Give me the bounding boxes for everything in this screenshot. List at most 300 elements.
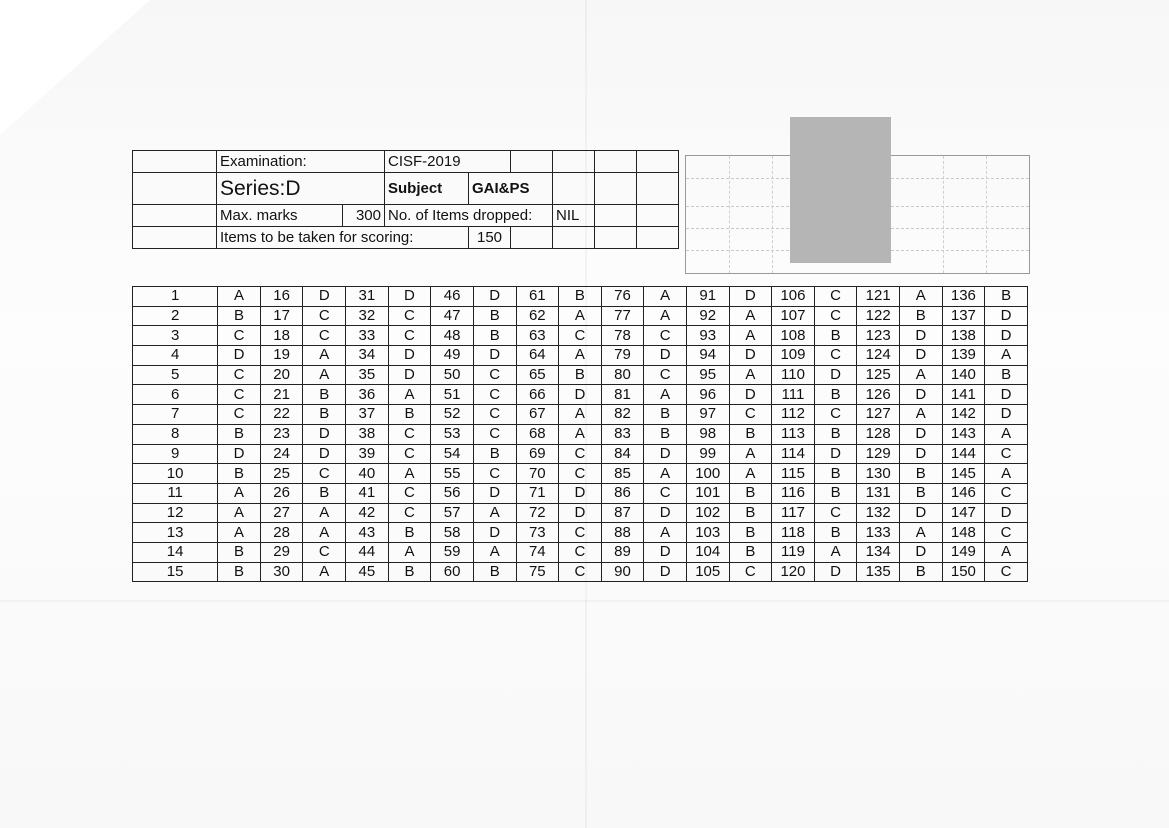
question-number: 6 bbox=[133, 385, 218, 405]
answer-row bbox=[133, 444, 1028, 464]
question-number: 81 bbox=[601, 385, 644, 405]
question-number: 59 bbox=[431, 542, 474, 562]
answer-letter: A bbox=[644, 287, 687, 307]
answer-letter: D bbox=[473, 523, 516, 543]
question-number: 3 bbox=[133, 326, 218, 346]
question-number: 41 bbox=[346, 483, 389, 503]
question-number: 79 bbox=[601, 346, 644, 366]
answer-letter: A bbox=[644, 385, 687, 405]
question-number: 125 bbox=[857, 365, 900, 385]
items-scoring-value: 150 bbox=[469, 227, 511, 249]
question-number: 35 bbox=[346, 365, 389, 385]
question-number: 82 bbox=[601, 405, 644, 425]
answer-letter: D bbox=[985, 306, 1028, 326]
question-number: 115 bbox=[772, 464, 815, 484]
question-number: 63 bbox=[516, 326, 559, 346]
answer-letter: B bbox=[473, 444, 516, 464]
answer-letter: A bbox=[218, 483, 261, 503]
max-marks-value: 300 bbox=[343, 205, 385, 227]
answer-letter: C bbox=[644, 483, 687, 503]
answer-letter: C bbox=[814, 346, 857, 366]
question-number: 22 bbox=[260, 405, 303, 425]
answer-row bbox=[133, 346, 1028, 366]
question-number: 18 bbox=[260, 326, 303, 346]
answer-letter: B bbox=[473, 562, 516, 582]
answer-letter: D bbox=[303, 287, 346, 307]
question-number: 105 bbox=[686, 562, 729, 582]
answer-letter: B bbox=[388, 405, 431, 425]
answer-letter: A bbox=[303, 346, 346, 366]
question-number: 58 bbox=[431, 523, 474, 543]
answer-letter: D bbox=[729, 385, 772, 405]
answer-letter: B bbox=[303, 405, 346, 425]
question-number: 99 bbox=[686, 444, 729, 464]
question-number: 40 bbox=[346, 464, 389, 484]
answer-letter: D bbox=[814, 562, 857, 582]
question-number: 122 bbox=[857, 306, 900, 326]
question-number: 53 bbox=[431, 424, 474, 444]
answer-letter: A bbox=[644, 523, 687, 543]
question-number: 72 bbox=[516, 503, 559, 523]
question-number: 121 bbox=[857, 287, 900, 307]
answer-letter: D bbox=[729, 287, 772, 307]
question-number: 129 bbox=[857, 444, 900, 464]
question-number: 9 bbox=[133, 444, 218, 464]
answer-row bbox=[133, 424, 1028, 444]
question-number: 88 bbox=[601, 523, 644, 543]
answer-letter: D bbox=[473, 483, 516, 503]
question-number: 28 bbox=[260, 523, 303, 543]
question-number: 37 bbox=[346, 405, 389, 425]
answer-letter: A bbox=[218, 287, 261, 307]
answer-letter: C bbox=[559, 464, 602, 484]
question-number: 101 bbox=[686, 483, 729, 503]
question-number: 17 bbox=[260, 306, 303, 326]
answer-row bbox=[133, 326, 1028, 346]
question-number: 5 bbox=[133, 365, 218, 385]
answer-letter: B bbox=[218, 306, 261, 326]
question-number: 137 bbox=[942, 306, 985, 326]
answer-letter: A bbox=[644, 306, 687, 326]
question-number: 106 bbox=[772, 287, 815, 307]
answer-row bbox=[133, 287, 1028, 307]
question-number: 4 bbox=[133, 346, 218, 366]
question-number: 46 bbox=[431, 287, 474, 307]
answer-letter: D bbox=[729, 346, 772, 366]
answer-row bbox=[133, 483, 1028, 503]
question-number: 38 bbox=[346, 424, 389, 444]
answer-letter: B bbox=[729, 483, 772, 503]
question-number: 19 bbox=[260, 346, 303, 366]
header-blank bbox=[133, 151, 217, 173]
answer-letter: D bbox=[899, 346, 942, 366]
answer-letter: D bbox=[814, 365, 857, 385]
question-number: 74 bbox=[516, 542, 559, 562]
question-number: 27 bbox=[260, 503, 303, 523]
answer-letter: C bbox=[388, 306, 431, 326]
question-number: 33 bbox=[346, 326, 389, 346]
question-number: 57 bbox=[431, 503, 474, 523]
answer-letter: C bbox=[473, 385, 516, 405]
question-number: 119 bbox=[772, 542, 815, 562]
question-number: 117 bbox=[772, 503, 815, 523]
question-number: 50 bbox=[431, 365, 474, 385]
question-number: 13 bbox=[133, 523, 218, 543]
answer-letter: A bbox=[303, 523, 346, 543]
series-label: Series:D bbox=[217, 173, 385, 205]
question-number: 8 bbox=[133, 424, 218, 444]
answer-letter: B bbox=[814, 326, 857, 346]
answer-letter: D bbox=[303, 444, 346, 464]
question-number: 1 bbox=[133, 287, 218, 307]
answer-letter: A bbox=[559, 405, 602, 425]
answer-letter: D bbox=[899, 385, 942, 405]
answer-letter: D bbox=[644, 562, 687, 582]
answer-letter: A bbox=[729, 326, 772, 346]
answer-letter: B bbox=[814, 385, 857, 405]
answer-letter: B bbox=[303, 483, 346, 503]
answer-letter: D bbox=[899, 326, 942, 346]
question-number: 113 bbox=[772, 424, 815, 444]
question-number: 25 bbox=[260, 464, 303, 484]
answer-letter: C bbox=[218, 365, 261, 385]
question-number: 138 bbox=[942, 326, 985, 346]
answer-letter: B bbox=[814, 483, 857, 503]
question-number: 143 bbox=[942, 424, 985, 444]
question-number: 146 bbox=[942, 483, 985, 503]
items-scoring-label: Items to be taken for scoring: bbox=[217, 227, 469, 249]
answer-letter: A bbox=[303, 503, 346, 523]
answer-letter: B bbox=[644, 405, 687, 425]
answer-letter: C bbox=[814, 405, 857, 425]
question-number: 100 bbox=[686, 464, 729, 484]
subject-label: Subject bbox=[385, 173, 469, 205]
items-dropped-label: No. of Items dropped: bbox=[385, 205, 553, 227]
answer-letter: D bbox=[985, 385, 1028, 405]
redacted-area bbox=[790, 117, 891, 263]
question-number: 111 bbox=[772, 385, 815, 405]
question-number: 43 bbox=[346, 523, 389, 543]
answer-letter: A bbox=[218, 523, 261, 543]
question-number: 61 bbox=[516, 287, 559, 307]
question-number: 97 bbox=[686, 405, 729, 425]
question-number: 64 bbox=[516, 346, 559, 366]
question-number: 96 bbox=[686, 385, 729, 405]
answer-letter: C bbox=[388, 444, 431, 464]
answer-letter: A bbox=[303, 562, 346, 582]
answer-key-table bbox=[132, 286, 1028, 582]
question-number: 49 bbox=[431, 346, 474, 366]
answer-letter: D bbox=[899, 542, 942, 562]
question-number: 116 bbox=[772, 483, 815, 503]
answer-letter: B bbox=[303, 385, 346, 405]
question-number: 98 bbox=[686, 424, 729, 444]
answer-letter: C bbox=[388, 424, 431, 444]
question-number: 140 bbox=[942, 365, 985, 385]
answer-letter: D bbox=[559, 483, 602, 503]
question-number: 142 bbox=[942, 405, 985, 425]
question-number: 76 bbox=[601, 287, 644, 307]
folded-corner bbox=[0, 0, 150, 135]
answer-letter: C bbox=[985, 483, 1028, 503]
question-number: 80 bbox=[601, 365, 644, 385]
answer-letter: D bbox=[899, 444, 942, 464]
answer-letter: B bbox=[814, 424, 857, 444]
answer-letter: D bbox=[218, 444, 261, 464]
answer-letter: A bbox=[388, 385, 431, 405]
question-number: 86 bbox=[601, 483, 644, 503]
question-number: 92 bbox=[686, 306, 729, 326]
answer-letter: D bbox=[644, 542, 687, 562]
question-number: 135 bbox=[857, 562, 900, 582]
answer-letter: B bbox=[899, 464, 942, 484]
answer-letter: D bbox=[644, 444, 687, 464]
question-number: 16 bbox=[260, 287, 303, 307]
answer-letter: B bbox=[218, 464, 261, 484]
question-number: 56 bbox=[431, 483, 474, 503]
answer-letter: C bbox=[559, 523, 602, 543]
question-number: 130 bbox=[857, 464, 900, 484]
question-number: 149 bbox=[942, 542, 985, 562]
question-number: 10 bbox=[133, 464, 218, 484]
answer-letter: B bbox=[985, 287, 1028, 307]
answer-letter: B bbox=[388, 562, 431, 582]
question-number: 47 bbox=[431, 306, 474, 326]
answer-letter: C bbox=[814, 306, 857, 326]
answer-letter: B bbox=[218, 542, 261, 562]
question-number: 29 bbox=[260, 542, 303, 562]
question-number: 83 bbox=[601, 424, 644, 444]
question-number: 32 bbox=[346, 306, 389, 326]
question-number: 51 bbox=[431, 385, 474, 405]
question-number: 73 bbox=[516, 523, 559, 543]
answer-letter: B bbox=[729, 523, 772, 543]
question-number: 102 bbox=[686, 503, 729, 523]
answer-letter: C bbox=[303, 326, 346, 346]
question-number: 145 bbox=[942, 464, 985, 484]
question-number: 103 bbox=[686, 523, 729, 543]
question-number: 54 bbox=[431, 444, 474, 464]
question-number: 124 bbox=[857, 346, 900, 366]
answer-letter: A bbox=[985, 424, 1028, 444]
answer-letter: B bbox=[473, 306, 516, 326]
max-marks-label: Max. marks bbox=[217, 205, 343, 227]
answer-letter: D bbox=[644, 503, 687, 523]
answer-letter: D bbox=[985, 405, 1028, 425]
question-number: 107 bbox=[772, 306, 815, 326]
answer-letter: C bbox=[985, 523, 1028, 543]
answer-letter: D bbox=[473, 346, 516, 366]
question-number: 123 bbox=[857, 326, 900, 346]
answer-letter: C bbox=[303, 542, 346, 562]
answer-letter: C bbox=[388, 483, 431, 503]
question-number: 42 bbox=[346, 503, 389, 523]
question-number: 118 bbox=[772, 523, 815, 543]
question-number: 87 bbox=[601, 503, 644, 523]
question-number: 24 bbox=[260, 444, 303, 464]
answer-letter: A bbox=[644, 464, 687, 484]
answer-letter: A bbox=[388, 542, 431, 562]
answer-letter: C bbox=[559, 444, 602, 464]
answer-letter: A bbox=[729, 464, 772, 484]
answer-letter: A bbox=[559, 424, 602, 444]
question-number: 26 bbox=[260, 483, 303, 503]
question-number: 12 bbox=[133, 503, 218, 523]
question-number: 31 bbox=[346, 287, 389, 307]
answer-letter: C bbox=[473, 365, 516, 385]
question-number: 60 bbox=[431, 562, 474, 582]
question-number: 95 bbox=[686, 365, 729, 385]
question-number: 91 bbox=[686, 287, 729, 307]
answer-row bbox=[133, 365, 1028, 385]
answer-letter: D bbox=[388, 287, 431, 307]
answer-letter: A bbox=[473, 542, 516, 562]
question-number: 14 bbox=[133, 542, 218, 562]
answer-letter: D bbox=[388, 346, 431, 366]
question-number: 75 bbox=[516, 562, 559, 582]
question-number: 93 bbox=[686, 326, 729, 346]
answer-letter: C bbox=[729, 562, 772, 582]
question-number: 104 bbox=[686, 542, 729, 562]
question-number: 90 bbox=[601, 562, 644, 582]
answer-letter: C bbox=[388, 326, 431, 346]
answer-letter: B bbox=[559, 365, 602, 385]
answer-letter: D bbox=[985, 503, 1028, 523]
answer-letter: B bbox=[644, 424, 687, 444]
question-number: 133 bbox=[857, 523, 900, 543]
answer-row bbox=[133, 385, 1028, 405]
question-number: 23 bbox=[260, 424, 303, 444]
question-number: 126 bbox=[857, 385, 900, 405]
answer-letter: D bbox=[814, 444, 857, 464]
question-number: 36 bbox=[346, 385, 389, 405]
question-number: 7 bbox=[133, 405, 218, 425]
question-number: 48 bbox=[431, 326, 474, 346]
answer-letter: A bbox=[218, 503, 261, 523]
answer-letter: B bbox=[985, 365, 1028, 385]
question-number: 45 bbox=[346, 562, 389, 582]
answer-letter: B bbox=[218, 562, 261, 582]
answer-letter: C bbox=[985, 444, 1028, 464]
answer-letter: A bbox=[985, 346, 1028, 366]
examination-label: Examination: bbox=[217, 151, 385, 173]
answer-letter: A bbox=[899, 405, 942, 425]
answer-letter: C bbox=[814, 503, 857, 523]
answer-letter: C bbox=[473, 464, 516, 484]
question-number: 109 bbox=[772, 346, 815, 366]
question-number: 141 bbox=[942, 385, 985, 405]
question-number: 139 bbox=[942, 346, 985, 366]
answer-letter: B bbox=[729, 542, 772, 562]
answer-letter: D bbox=[644, 346, 687, 366]
answer-letter: A bbox=[985, 542, 1028, 562]
answer-letter: C bbox=[559, 326, 602, 346]
answer-letter: D bbox=[559, 385, 602, 405]
answer-row bbox=[133, 503, 1028, 523]
subject-value: GAI&PS bbox=[469, 173, 553, 205]
answer-letter: B bbox=[899, 306, 942, 326]
answer-letter: D bbox=[388, 365, 431, 385]
question-number: 34 bbox=[346, 346, 389, 366]
answer-letter: D bbox=[985, 326, 1028, 346]
question-number: 132 bbox=[857, 503, 900, 523]
question-number: 30 bbox=[260, 562, 303, 582]
answer-letter: B bbox=[473, 326, 516, 346]
question-number: 108 bbox=[772, 326, 815, 346]
answer-letter: B bbox=[814, 464, 857, 484]
answer-letter: D bbox=[899, 424, 942, 444]
answer-letter: C bbox=[644, 365, 687, 385]
answer-letter: A bbox=[899, 365, 942, 385]
question-number: 71 bbox=[516, 483, 559, 503]
answer-letter: C bbox=[473, 405, 516, 425]
answer-letter: C bbox=[729, 405, 772, 425]
question-number: 65 bbox=[516, 365, 559, 385]
question-number: 89 bbox=[601, 542, 644, 562]
question-number: 62 bbox=[516, 306, 559, 326]
answer-letter: A bbox=[814, 542, 857, 562]
answer-letter: B bbox=[218, 424, 261, 444]
question-number: 69 bbox=[516, 444, 559, 464]
answer-letter: B bbox=[899, 483, 942, 503]
question-number: 39 bbox=[346, 444, 389, 464]
question-number: 78 bbox=[601, 326, 644, 346]
answer-letter: A bbox=[388, 464, 431, 484]
question-number: 2 bbox=[133, 306, 218, 326]
answer-letter: C bbox=[303, 306, 346, 326]
exam-header-table bbox=[132, 150, 679, 249]
answer-letter: A bbox=[473, 503, 516, 523]
question-number: 150 bbox=[942, 562, 985, 582]
answer-letter: B bbox=[729, 503, 772, 523]
answer-letter: A bbox=[559, 346, 602, 366]
answer-letter: B bbox=[814, 523, 857, 543]
answer-letter: C bbox=[303, 464, 346, 484]
answer-letter: B bbox=[899, 562, 942, 582]
answer-row bbox=[133, 523, 1028, 543]
answer-letter: A bbox=[303, 365, 346, 385]
question-number: 127 bbox=[857, 405, 900, 425]
answer-letter: C bbox=[218, 385, 261, 405]
question-number: 21 bbox=[260, 385, 303, 405]
answer-letter: C bbox=[559, 562, 602, 582]
answer-letter: C bbox=[814, 287, 857, 307]
question-number: 55 bbox=[431, 464, 474, 484]
answer-letter: D bbox=[218, 346, 261, 366]
answer-letter: C bbox=[218, 405, 261, 425]
question-number: 68 bbox=[516, 424, 559, 444]
question-number: 131 bbox=[857, 483, 900, 503]
answer-letter: A bbox=[729, 365, 772, 385]
answer-letter: C bbox=[559, 542, 602, 562]
question-number: 11 bbox=[133, 483, 218, 503]
question-number: 144 bbox=[942, 444, 985, 464]
question-number: 128 bbox=[857, 424, 900, 444]
answer-letter: B bbox=[559, 287, 602, 307]
answer-letter: D bbox=[473, 287, 516, 307]
question-number: 148 bbox=[942, 523, 985, 543]
question-number: 147 bbox=[942, 503, 985, 523]
question-number: 20 bbox=[260, 365, 303, 385]
question-number: 66 bbox=[516, 385, 559, 405]
question-number: 114 bbox=[772, 444, 815, 464]
answer-letter: B bbox=[729, 424, 772, 444]
question-number: 77 bbox=[601, 306, 644, 326]
answer-letter: D bbox=[899, 503, 942, 523]
answer-letter: C bbox=[388, 503, 431, 523]
question-number: 134 bbox=[857, 542, 900, 562]
answer-letter: A bbox=[559, 306, 602, 326]
